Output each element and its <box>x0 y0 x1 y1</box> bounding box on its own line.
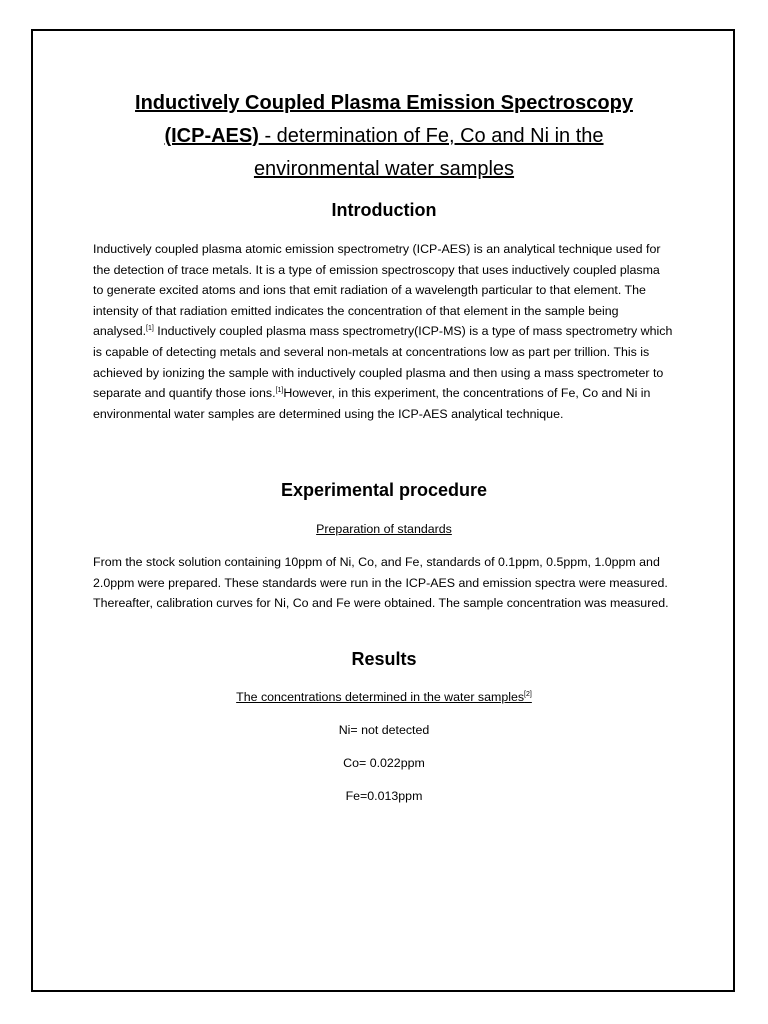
intro-text-part-3: However, in this experiment, the concentrations of Fe, Co and Ni in environmental water samples are determined using the ICP-AES analytical technique. <box>93 386 651 421</box>
title-line-3: environmental water samples <box>253 158 515 180</box>
result-co: Co= 0.022ppm <box>343 756 425 770</box>
document-title <box>0 87 768 186</box>
result-ni: Ni= not detected <box>338 723 430 737</box>
results-subheading <box>0 690 768 704</box>
results-subheading-text: The concentrations determined in the water samples <box>236 690 525 704</box>
procedure-subheading: Preparation of standards <box>316 522 452 536</box>
citation-ref-2: [1] <box>275 387 284 395</box>
citation-ref-3: [2] <box>524 691 532 698</box>
intro-text-part-1: Inductively coupled plasma atomic emission spectrometry (ICP-AES) is an analytical technique used for the detection of trace metals. It is a type of emission spectroscopy that uses inductively coupled plasma to generate excited atoms and ions that emit radiation of a wavelength particular to that element. The intensity of that radiation emitted indicates the concentration of that element in the sample being analysed. <box>93 242 661 339</box>
procedure-paragraph: From the stock solution containing 10ppm of Ni, Co, and Fe, standards of 0.1ppm, 0.5ppm, 1.0ppm and 2.0ppm were prepared. These standards were run in the ICP-AES and emission spectra were measured. Thereafter, calibration curves for Ni, Co and Fe were obtained. The sample concentration was measured. <box>93 555 669 611</box>
procedure-heading: Experimental procedure <box>280 480 488 500</box>
title-line-1: Inductively Coupled Plasma Emission Spectroscopy <box>135 92 633 114</box>
title-line-2: - determination of Fe, Co and Ni in the <box>258 125 604 147</box>
result-fe: Fe=0.013ppm <box>345 789 423 803</box>
introduction-paragraph <box>93 239 673 424</box>
results-heading: Results <box>351 649 417 669</box>
intro-text-part-2: Inductively coupled plasma mass spectrometry(ICP-MS) is a type of mass spectrometry which is capable of detecting metals and several non-metals at concentrations low as part per trillion. This is achieved by ionizing the sample with inductively coupled plasma and then using a mass spectrometer to separate and quantify those ions. <box>93 324 673 401</box>
citation-ref-1: [1] <box>146 325 154 333</box>
title-acronym: (ICP-AES) <box>164 125 259 147</box>
introduction-heading: Introduction <box>331 200 437 220</box>
